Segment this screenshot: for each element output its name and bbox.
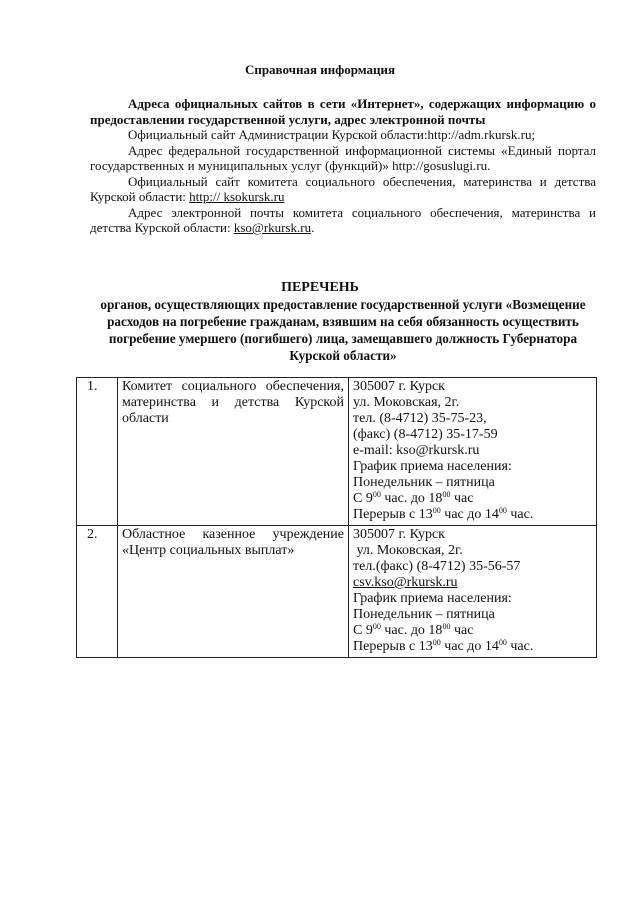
working-days: Понедельник – пятница	[353, 607, 495, 622]
break-from: Перерыв с 13	[353, 639, 433, 654]
organizations-table	[76, 377, 597, 658]
row-number: 2.	[77, 526, 118, 658]
break-hours	[353, 639, 592, 655]
org-contacts	[349, 526, 597, 658]
org-name	[118, 526, 349, 658]
email[interactable]: e-mail: kso@rkursk.ru	[353, 443, 480, 458]
break-mid: час до 14	[440, 639, 499, 654]
hours-mid: час. до 18	[380, 623, 443, 638]
paragraph-text: Адрес федеральной государственной информационной системы «Единый портал государственных и муниципальных услуг (функций)» http://gosuslugi.ru.	[90, 142, 596, 173]
break-mid: час до 14	[440, 507, 499, 522]
street-address: ул. Моковская, 2г.	[353, 543, 463, 558]
hours-from: С 9	[353, 623, 373, 638]
hours-to-min: 00	[442, 622, 451, 631]
break-to-min: 00	[498, 506, 507, 515]
list-title: ПЕРЕЧЕНЬ	[281, 280, 359, 295]
fax: (факс) (8-4712) 35-17-59	[353, 427, 498, 442]
working-hours	[353, 491, 592, 507]
org-name-text: Комитет социального обеспечения, материнства и детства Курской области	[122, 379, 344, 426]
row-number: 1.	[77, 378, 118, 526]
hours-from: С 9	[353, 491, 373, 506]
intro-paragraph-4	[90, 205, 596, 236]
org-name	[118, 378, 349, 526]
phone: тел. (8-4712) 35-75-23,	[353, 411, 487, 426]
table-row	[77, 378, 597, 526]
break-to-min: 00	[498, 638, 507, 647]
break-from-min: 00	[432, 506, 441, 515]
paragraph-text: Адрес электронной почты комитета социального обеспечения, материнства и детства Курской области:	[90, 204, 596, 235]
postal-address: 305007 г. Курск	[353, 379, 445, 394]
hours-from-min: 00	[372, 490, 381, 499]
break-end: час.	[506, 639, 534, 654]
intro-section	[90, 96, 596, 236]
hours-end: час	[450, 491, 474, 506]
phone: тел.(факс) (8-4712) 35-56-57	[353, 559, 521, 574]
list-subtitle: органов, осуществляющих предоставление государственной услуги «Возмещение расходов на погребение гражданам, взявшим на себя обязанность осуществить погребение умершего (погибшего) лица, замещавшего должность Губернатора Курской области»	[100, 297, 586, 363]
break-from: Перерыв с 13	[353, 507, 433, 522]
paragraph-text: Официальный сайт Администрации Курской области:http://adm.rkursk.ru;	[128, 127, 536, 142]
working-hours	[353, 623, 592, 639]
ministry-email-link[interactable]: kso@rkursk.ru	[233, 220, 312, 235]
table-row	[77, 526, 597, 658]
paragraph-suffix: .	[311, 220, 315, 235]
street-address: ул. Моковская, 2г.	[353, 395, 460, 410]
hours-to-min: 00	[442, 490, 451, 499]
page-title: Справочная информация	[244, 62, 396, 77]
ministry-website-link[interactable]: http:// ksokursk.ru	[189, 189, 285, 204]
break-end: час.	[506, 507, 534, 522]
intro-paragraph-3	[90, 174, 596, 205]
break-hours	[353, 507, 592, 523]
hours-end: час	[450, 623, 474, 638]
break-from-min: 00	[432, 638, 441, 647]
postal-address: 305007 г. Курск	[353, 527, 445, 542]
schedule-label: График приема населения:	[353, 459, 512, 474]
intro-paragraph-1	[90, 127, 596, 143]
hours-from-min: 00	[372, 622, 381, 631]
org-contacts	[349, 378, 597, 526]
intro-paragraph-2	[90, 143, 596, 174]
org-name-text: Областное казенное учреждение «Центр социальных выплат»	[122, 527, 344, 558]
schedule-label: График приема населения:	[353, 591, 512, 606]
hours-mid: час. до 18	[380, 491, 443, 506]
email[interactable]: csv.kso@rkursk.ru	[353, 575, 458, 590]
intro-heading: Адреса официальных сайтов в сети «Интернет», содержащих информацию о предоставлении государственной услуги, адрес электронной почты	[90, 96, 596, 127]
paragraph-text: Официальный сайт комитета социального обеспечения, материнства и детства Курской области:	[90, 173, 596, 204]
working-days: Понедельник – пятница	[353, 475, 495, 490]
